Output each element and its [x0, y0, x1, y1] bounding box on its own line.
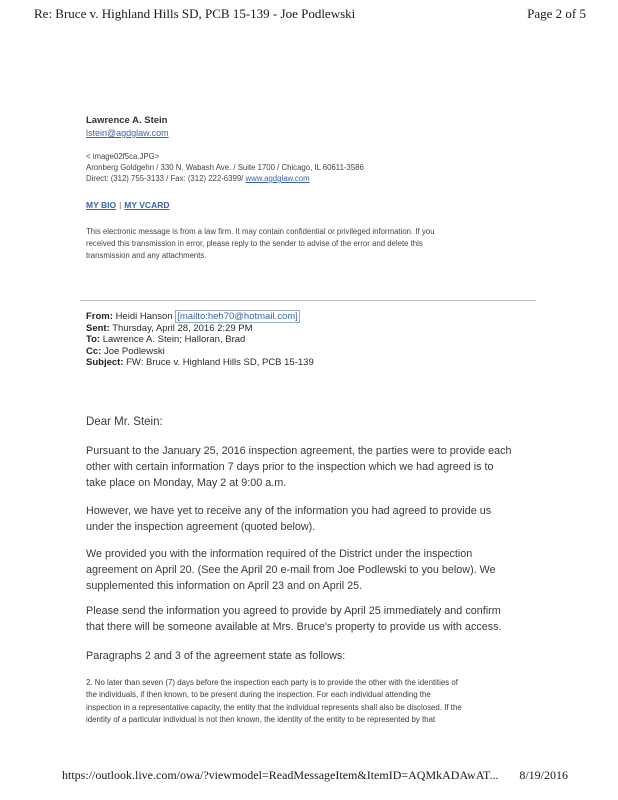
forwarded-message-header: [86, 311, 526, 369]
page-header-title: Re: Bruce v. Highland Hills SD, PCB 15-139 - Joe Podlewski: [34, 6, 356, 21]
paragraph-3: [86, 546, 526, 594]
to-line: [86, 334, 526, 346]
my-vcard-link[interactable]: MY VCARD: [124, 200, 170, 210]
sent-label: Sent:: [86, 322, 110, 334]
quote-line: identity of a particular individual is not then known, the identity of the entity to be represented by that: [86, 715, 436, 725]
subject-line: [86, 357, 526, 369]
link-separator: |: [119, 200, 122, 210]
paragraph-line: under the inspection agreement (quoted below).: [86, 521, 316, 533]
signature-email-link[interactable]: lstein@agdglaw.com: [86, 128, 169, 138]
cc-line: [86, 346, 526, 358]
sent-value: Thursday, April 28, 2016 2:29 PM: [112, 322, 253, 334]
legal-disclaimer: [86, 226, 526, 262]
paragraph-line: supplemented this information on April 23 and on April 25.: [86, 580, 363, 592]
paragraph-1: [86, 443, 526, 491]
quote-line: inspection in a representative capacity, the entity that the individual represents shall also be disclosed. If the: [86, 702, 462, 712]
from-line: [86, 311, 526, 323]
from-mailto-link[interactable]: [mailto:heh70@hotmail.com]: [177, 311, 298, 322]
my-bio-link[interactable]: MY BIO: [86, 200, 117, 210]
signature-phone-line: [86, 173, 526, 184]
agreement-quote: [86, 677, 526, 727]
paragraph-line: other with certain information 7 days prior to the inspection which we had agreed is to: [86, 461, 494, 473]
signature-details: [86, 151, 526, 184]
quote-line: the individuals, if then known, to be present during the inspection. For each individual attending the: [86, 690, 431, 700]
signature-links: [86, 200, 526, 210]
paragraph-line: agreement on April 20. (See the April 20 e-mail from Joe Podlewski to you below). We: [86, 564, 496, 576]
signature-image-placeholder: < image02f5ca.JPG>: [86, 152, 160, 161]
footer-date: 8/19/2016: [519, 768, 568, 782]
from-name: Heidi Hanson: [115, 311, 173, 322]
disclaimer-line: transmission and any attachments.: [86, 251, 207, 260]
signature-phone: Direct: (312) 755-3133 / Fax: (312) 222-6399/: [86, 174, 246, 183]
subject-value: FW: Bruce v. Highland Hills SD, PCB 15-139: [126, 357, 314, 368]
from-label: From:: [86, 311, 113, 322]
paragraph-line: Please send the information you agreed to provide by April 25 immediately and confirm: [86, 605, 501, 617]
disclaimer-line: This electronic message is from a law firm. It may contain confidential or privileged information. If you: [86, 227, 435, 236]
disclaimer-line: received this transmission in error, please reply to the sender to advise of the error and delete this: [86, 239, 423, 248]
signature-address: Aronberg Goldgehn / 330 N. Wabash Ave. / Suite 1700 / Chicago, IL 60611-3586: [86, 163, 364, 172]
quote-line: 2. No later than seven (7) days before the inspection each party is to provide the other with the identities of: [86, 678, 458, 687]
greeting: Dear Mr. Stein:: [86, 416, 163, 428]
paragraph-line: Pursuant to the January 25, 2016 inspection agreement, the parties were to provide each: [86, 445, 512, 457]
to-value: Lawrence A. Stein; Halloran, Brad: [102, 334, 246, 345]
website-link[interactable]: www.agdglaw.com: [245, 174, 310, 183]
footer-url: https://outlook.live.com/owa/?viewmodel=ReadMessageItem&ItemID=AQMkADAwAT...: [62, 768, 499, 782]
subject-label: Subject:: [86, 357, 124, 368]
sent-line: [86, 323, 526, 335]
paragraph-5: Paragraphs 2 and 3 of the agreement state as follows:: [86, 650, 346, 662]
paragraph-line: However, we have yet to receive any of the information you had agreed to provide us: [86, 505, 492, 517]
paragraph-line: We provided you with the information required of the District under the inspection: [86, 548, 473, 560]
cc-label: Cc:: [86, 345, 102, 357]
paragraph-2: [86, 503, 526, 535]
signature-name: Lawrence A. Stein: [86, 115, 168, 126]
paragraph-line: take place on Monday, May 2 at 9:00 a.m.: [86, 477, 287, 489]
message-divider: [80, 300, 536, 301]
paragraph-4: [86, 603, 526, 635]
cc-value: Joe Podlewski: [103, 345, 165, 357]
paragraph-line: that there will be someone available at Mrs. Bruce's property to provide us with access.: [86, 621, 502, 633]
page-number: Page 2 of 5: [527, 6, 586, 21]
to-label: To:: [86, 334, 101, 345]
